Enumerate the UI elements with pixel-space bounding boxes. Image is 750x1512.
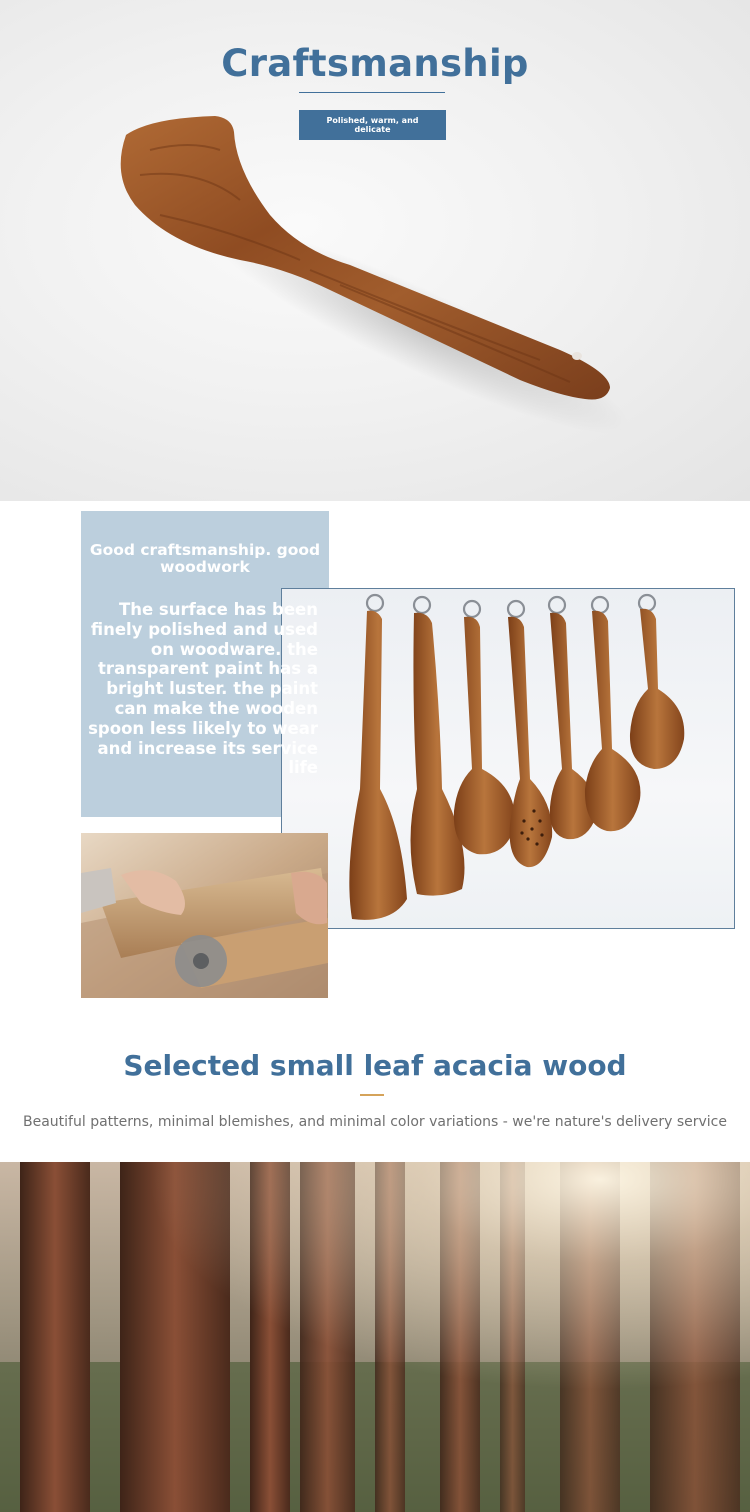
forest-image (0, 1162, 750, 1512)
forest-illustration (0, 1162, 750, 1512)
subtitle-badge: Polished, warm, and delicate (299, 110, 446, 140)
woodworking-saw-image (81, 833, 328, 998)
title-underline (299, 92, 445, 93)
acacia-subtitle: Beautiful patterns, minimal blemishes, and minimal color variations - we're nature's delivery service (23, 1114, 727, 1130)
hero-section (0, 0, 750, 501)
craft-heading: Good craftsmanship. good woodwork (89, 541, 321, 576)
utensils-illustration (282, 589, 735, 929)
craft-description: The surface has been finely polished and used on woodware. the transparent paint has a bright luster. the paint can make the wooden spoon less likely to wear and increase its service life (88, 600, 318, 778)
acacia-heading: Selected small leaf acacia wood (123, 1049, 627, 1082)
heading-underline (360, 1094, 384, 1096)
page-title: Craftsmanship (221, 42, 529, 85)
saw-illustration (81, 833, 328, 998)
hanging-utensils-image (281, 588, 735, 929)
